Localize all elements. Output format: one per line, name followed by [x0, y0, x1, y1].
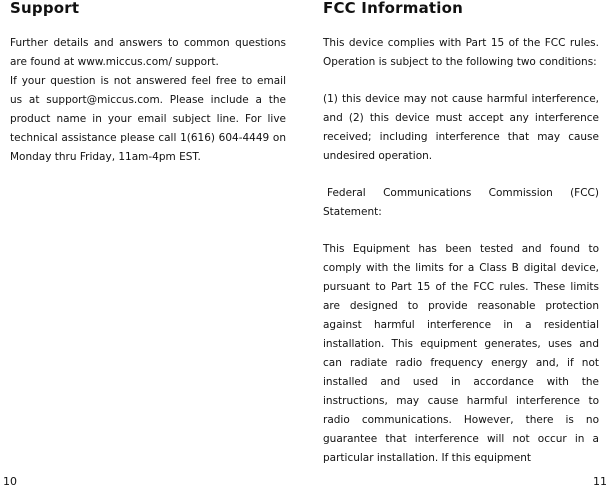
support-contact-paragraph: If your question is not answered feel free to email us at support@miccus.com. Please include a the product name in your email subject line. For live technical assistance please call 1(616) 604-4449 on Monday thru Friday, 11am-4pm EST. — [10, 75, 286, 163]
fcc-heading: FCC Information — [323, 0, 464, 17]
fcc-compliance-paragraph: This device complies with Part 15 of the FCC rules. Operation is subject to the following two conditions: — [323, 37, 599, 68]
fcc-conditions-paragraph: (1) this device may not cause harmful interference, and (2) this device must accept any interference received; including interference that may cause undesired operation. — [323, 93, 599, 162]
support-section — [10, 0, 286, 167]
support-heading: Support — [10, 0, 80, 17]
fcc-statement-title: Federal Communications Commission (FCC) Statement: — [323, 187, 599, 218]
fcc-section — [323, 0, 599, 468]
paragraph-spacer — [323, 72, 599, 90]
paragraph-spacer — [323, 222, 599, 240]
support-intro-paragraph: Further details and answers to common questions are found at www.miccus.com/ support. — [10, 37, 286, 68]
fcc-statement-paragraph: This Equipment has been tested and found to comply with the limits for a Class B digital device, pursuant to Part 15 of the FCC rules. These limits are designed to provide reasonable protection against harmful interference in a residential installation. This equipment generates, uses and can radiate radio frequency energy and, if not installed and used in accordance with the instructions, may cause harmful interference to radio communications. However, there is no guarantee that interference will not occur in a particular installation. If this equipment — [323, 243, 599, 464]
paragraph-spacer — [323, 166, 599, 184]
page-number-right: 11 — [593, 475, 607, 488]
page-number-left: 10 — [3, 475, 17, 488]
